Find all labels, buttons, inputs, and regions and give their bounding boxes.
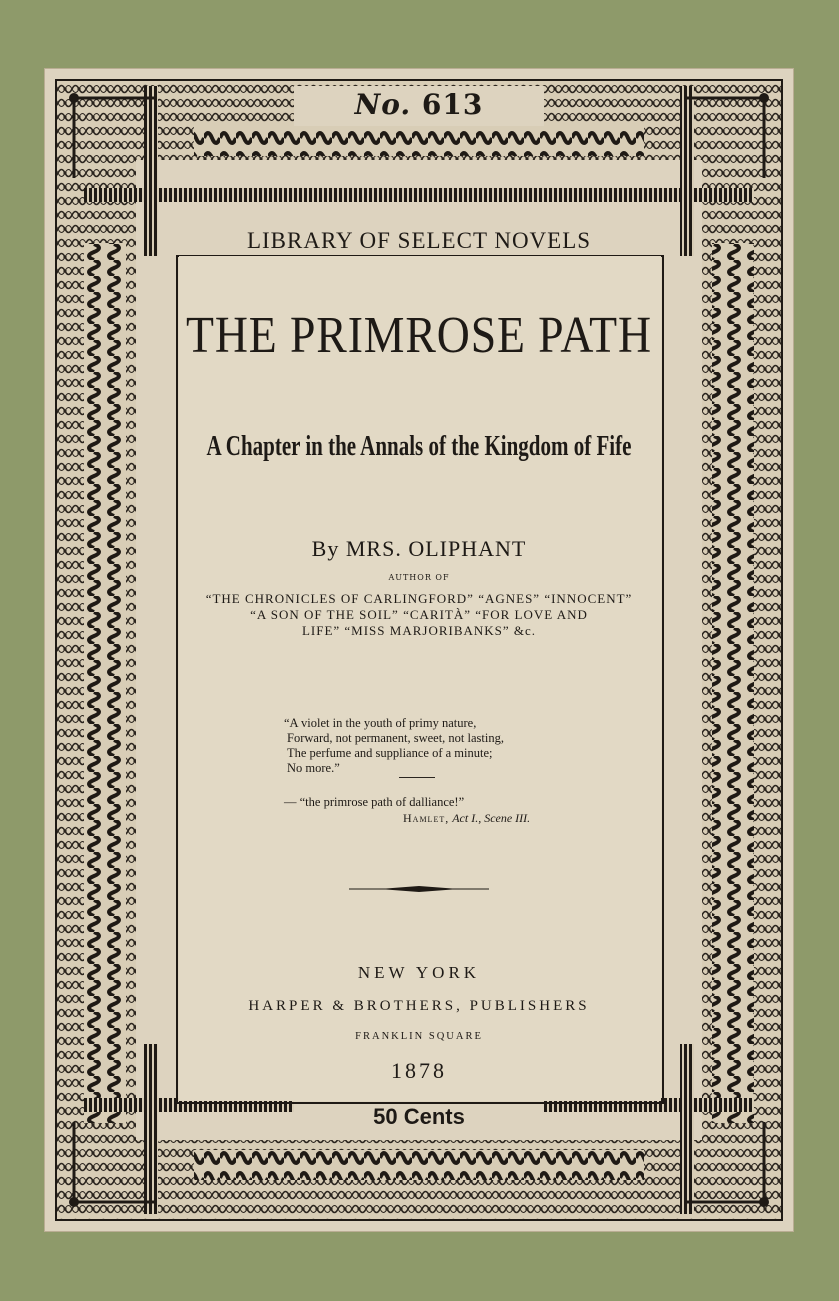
epigraph-rule: [399, 777, 435, 778]
citation-work: Hamlet,: [403, 811, 450, 825]
cover-page: [44, 68, 794, 1232]
book-title: THE PRIMROSE PATH: [186, 307, 652, 364]
works-line-3: LIFE” “MISS MARJORIBANKS” &c.: [301, 623, 537, 638]
author-of-label: AUTHOR OF: [388, 573, 450, 582]
epigraph-line-4: No more.”: [287, 761, 340, 775]
issue-number-value: 613: [421, 88, 484, 121]
epigraph-line-2: Forward, not permanent, sweet, not lasting,: [287, 731, 504, 745]
citation-source: [403, 811, 530, 826]
series-title: LIBRARY OF SELECT NOVELS: [246, 228, 592, 253]
fleuron-divider: [349, 885, 489, 893]
publication-place: NEW YORK: [357, 963, 481, 982]
epigraph: [284, 716, 584, 776]
other-works: [44, 591, 794, 639]
book-subtitle: A Chapter in the Annals of the Kingdom of Fife: [206, 431, 632, 462]
epigraph-line-3: The perfume and suppliance of a minute;: [287, 746, 493, 760]
epigraph-line-1: “A violet in the youth of primy nature,: [284, 716, 477, 730]
citation-line: — “the primrose path of dalliance!”: [284, 795, 465, 809]
author-byline: By MRS. OLIPHANT: [311, 536, 527, 561]
citation-act: Act I., Scene III.: [452, 811, 531, 825]
works-line-2: “A SON OF THE SOIL” “CARITÀ” “FOR LOVE AND: [250, 607, 588, 622]
works-line-1: “THE CHRONICLES OF CARLINGFORD” “AGNES” “INNOCENT”: [205, 591, 633, 606]
issue-number-prefix: No.: [354, 88, 412, 121]
price-label: 50 Cents: [373, 1104, 465, 1129]
issue-number: [44, 88, 794, 121]
publication-year: 1878: [391, 1058, 447, 1083]
publisher-name: HARPER & BROTHERS, PUBLISHERS: [248, 998, 590, 1014]
publisher-address: FRANKLIN SQUARE: [355, 1031, 483, 1042]
